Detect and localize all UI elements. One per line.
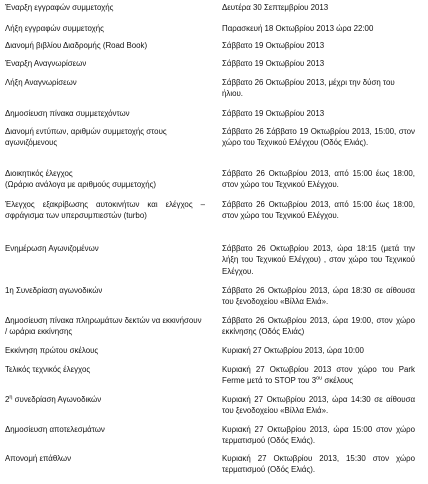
event-time: Σάββατο 26 Οκτωβρίου 2013, από 15:00 έως 18:00, στον χώρο του Τεχνικού Ελέγχου. [222, 169, 415, 190]
event-label: Έναρξη εγγραφών συμμετοχής [5, 3, 114, 12]
event-label: Δημοσίευση αποτελεσμάτων [5, 425, 105, 434]
event-label-text: συνεδρίαση Αγωνοδικών [12, 395, 102, 404]
event-time: Σάββατο 26 Οκτωβρίου 2013, μέχρι την δύση του ήλιου. [222, 78, 395, 99]
event-time: Σάββατο 19 Οκτωβρίου 2013 [222, 59, 325, 68]
ordinal-suffix: η [9, 394, 13, 401]
event-label: Έναρξη Αναγνωρίσεων [5, 59, 87, 68]
event-label: Έλεγχος εξακρίβωσης αυτοκινήτων και ελέγχος – σφράγισμα των υπερσυμπιεστών (turbo) [5, 200, 205, 221]
event-label: Τελικός τεχνικός έλεγχος [5, 365, 91, 374]
event-label-line: Διοικητικός έλεγχος [5, 169, 73, 178]
event-label: Εκκίνηση πρώτου σκέλους [5, 346, 99, 355]
event-time: Κυριακή 27 Οκτωβρίου 2013, ώρα 15:00 στον χώρο τερματισμού (Οδός Ελιάς). [222, 425, 415, 446]
event-time-text: σκέλους [322, 376, 354, 386]
event-label: Δημοσίευση πίνακα πληρωμάτων δεκτών να εκκινήσουν / ωράρια εκκίνησης [5, 316, 202, 337]
event-time: Σάββατο 26 Οκτωβρίου 2013, ώρα 18:15 (μετά την λήξη του Τεχνικού Ελέγχου) , στον χώρο του Τεχνικού Ελέγχου. [222, 244, 415, 276]
event-label: 1η Συνεδρίαση αγωνοδικών [5, 286, 103, 295]
event-time: Κυριακή 27 Οκτωβρίου 2013, ώρα 14:30 σε αίθουσα του ξενοδοχείου «Βίλλα Ελιά». [222, 395, 415, 416]
event-label: Λήξη Αναγνωρίσεων [5, 78, 77, 87]
event-time: Σάββατο 26 Οκτωβρίου 2013, ώρα 18:30 σε αίθουσα του ξενοδοχείου «Βίλλα Ελιά». [222, 286, 415, 307]
ordinal-suffix: ου [316, 375, 323, 382]
event-time: Δευτέρα 30 Σεπτεμβρίου 2013 [222, 3, 329, 12]
event-time: Κυριακή 27 Οκτωβρίου 2013, ώρα 10:00 [222, 346, 364, 355]
event-time: Σάββατο 26 Σάββατο 19 Οκτωβρίου 2013, 15:00, στον χώρο του Τεχνικού Ελέγχου (Οδός Ελιάς). [222, 127, 415, 148]
event-label: Διανομή εντύπων, αριθμών συμμετοχής στους αγωνιζόμενους [5, 127, 167, 148]
event-label: Ενημέρωση Αγωνιζομένων [5, 244, 99, 253]
event-time: Σάββατο 26 Οκτωβρίου 2013, από 15:00 έως 18:00, στον χώρο του Τεχνικού Ελέγχου. [222, 200, 415, 221]
event-label: Δημοσίευση πίνακα συμμετεχόντων [5, 109, 130, 118]
event-time: Κυριακή 27 Οκτωβρίου 2013, 15:30 στον χώρο τερματισμού (Οδός Ελιάς). [222, 454, 415, 475]
event-label [5, 394, 205, 405]
event-label-note: (Ωράριο ανάλογα με αριθμούς συμμετοχής) [5, 180, 157, 190]
event-label [5, 168, 205, 191]
event-time [222, 364, 415, 387]
event-label-text: 2 [5, 395, 10, 404]
event-label: Διανομή βιβλίου Διαδρομής (Road Book) [5, 41, 148, 50]
event-time-text: Κυριακή 27 Οκτωβρίου 2013 στον χώρο του Park Ferme μετά το STOP του 3 [222, 365, 415, 386]
event-time: Σάββατο 19 Οκτωβρίου 2013 [222, 41, 325, 50]
event-time: Σάββατο 26 Οκτωβρίου 2013, ώρα 19:00, στον χώρο εκκίνησης (Οδός Ελιάς) [222, 316, 415, 337]
event-time: Σάββατο 19 Οκτωβρίου 2013 [222, 109, 325, 118]
event-time: Παρασκευή 18 Οκτωβρίου 2013 ώρα 22:00 [222, 24, 374, 33]
event-label: Λήξη εγγραφών συμμετοχής [5, 24, 104, 33]
event-label: Απονομή επάθλων [5, 454, 72, 463]
